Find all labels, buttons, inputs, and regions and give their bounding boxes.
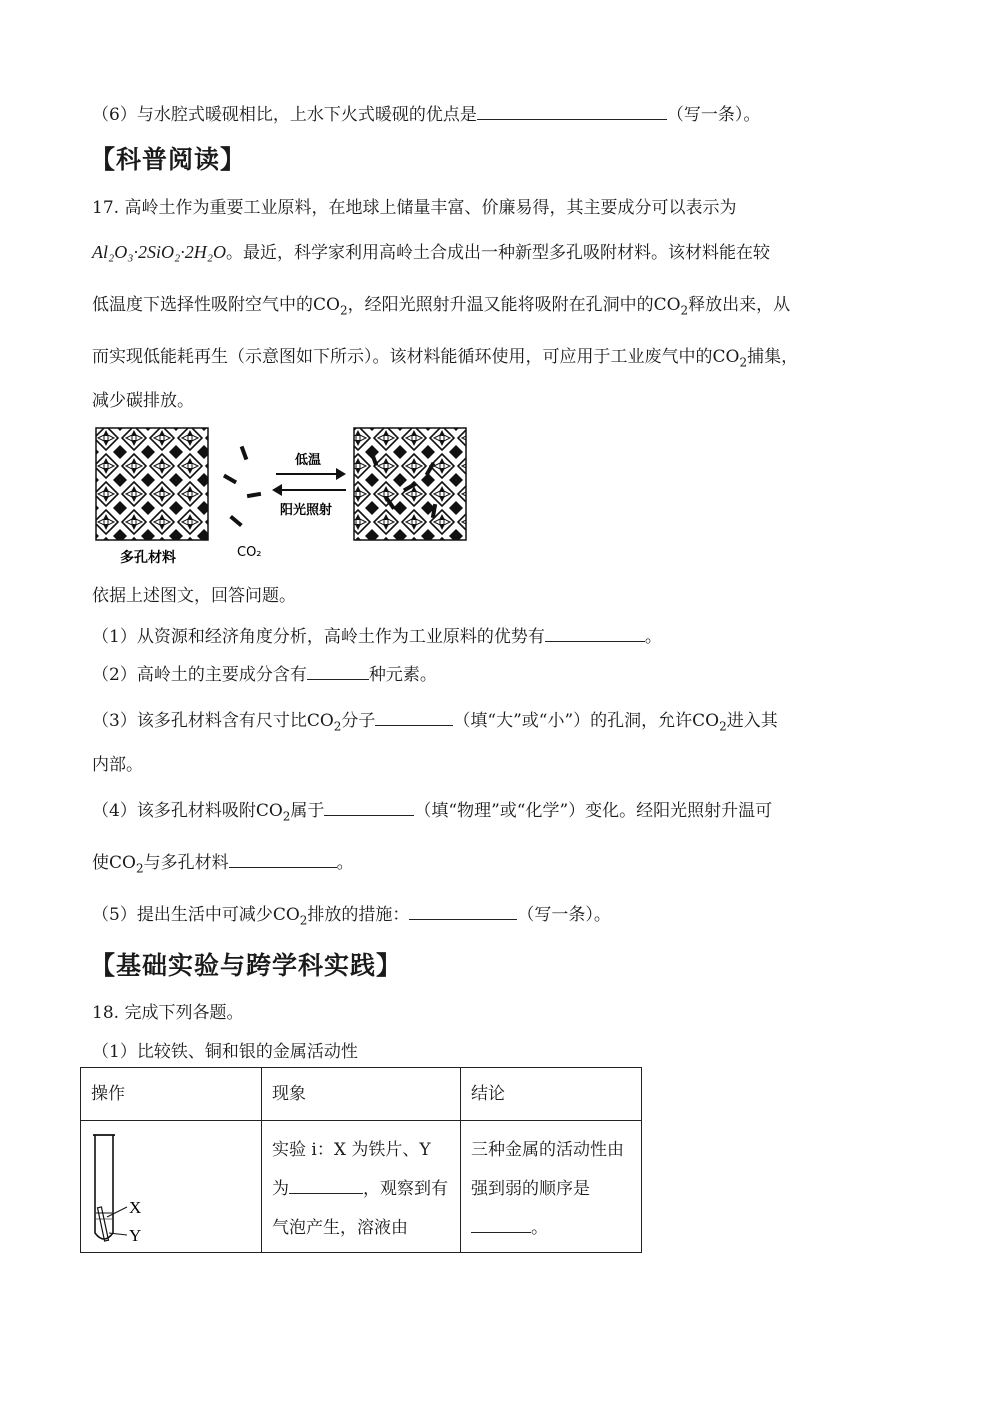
text-part: （写一条）。 <box>517 905 611 925</box>
q17-sub2-prefix: （2）高岭土的主要成分含有 <box>92 665 307 685</box>
q17-sub1-prefix: （1）从资源和经济角度分析，高岭土作为工业原料的优势有 <box>92 627 545 647</box>
q17-sub2 <box>92 660 437 685</box>
tube-label-x: X <box>129 1198 142 1217</box>
text-part: 捕集， <box>747 347 799 367</box>
text-part: 属于 <box>290 801 325 821</box>
text-part: （填“物理”或“化学”）变化。经阳光照射升温可 <box>414 801 773 821</box>
table-header-row <box>81 1068 642 1121</box>
label-porous-material: 多孔材料 <box>120 550 176 566</box>
conclusion-text <box>461 1121 641 1248</box>
q17-intro-line-3 <box>92 290 790 317</box>
text-part: 与多孔材料 <box>143 853 229 873</box>
porous-material-right <box>354 428 466 540</box>
q17-intro-line-4 <box>92 342 798 369</box>
experiment-table <box>80 1067 642 1253</box>
subscript: 2 <box>299 913 308 928</box>
text-part: （4）该多孔材料吸附CO <box>92 801 283 821</box>
text-part: 实验 i：X 为铁片、Y 为 <box>272 1140 431 1199</box>
q17-intro-line-1: 17. 高岭土作为重要工业原料，在地球上储量丰富、价廉易得，其主要成分可以表示为 <box>92 198 737 218</box>
q18-intro: 18. 完成下列各题。 <box>92 1003 244 1023</box>
phenomenon-cell <box>262 1121 461 1253</box>
subscript: 2 <box>719 719 727 734</box>
porous-material-diagram <box>92 424 472 569</box>
q17-prompt: 依据上述图文，回答问题。 <box>92 586 296 606</box>
q17-sub4-line2 <box>92 848 354 875</box>
answer-blank[interactable] <box>229 849 337 868</box>
section-heading-experiments: 【基础实验与跨学科实践】 <box>90 951 403 980</box>
tube-label-y: Y <box>129 1226 142 1245</box>
q16-6-line <box>92 100 760 125</box>
table-row <box>81 1121 642 1253</box>
phenomenon-text <box>262 1121 460 1248</box>
text-part: 而实现低能耗再生（示意图如下所示）。该材料能循环使用，可应用于工业废气中的CO <box>92 347 740 367</box>
text-part: 进入其 <box>726 711 778 731</box>
text-part: 。 <box>531 1218 548 1238</box>
answer-blank[interactable] <box>307 661 369 680</box>
q17-sub3-line1 <box>92 706 778 733</box>
text-part: 。 <box>336 853 354 873</box>
subscript: 2 <box>739 355 748 370</box>
operation-cell <box>81 1121 262 1253</box>
text-part: ，经阳光照射升温又能将吸附在孔洞中的CO <box>347 295 681 315</box>
test-tube-icon <box>81 1121 241 1247</box>
q17-sub3-line2: 内部。 <box>92 755 143 775</box>
subscript: 2 <box>282 809 291 824</box>
porous-material-left <box>96 428 208 540</box>
kaolin-formula: Al₂O₃·2SiO₂·2H₂O <box>92 242 227 262</box>
arrow-label-low-temp: 低温 <box>295 453 322 468</box>
q17-sub2-suffix: 种元素。 <box>368 665 437 685</box>
q17-intro-line-2-text: 。最近，科学家利用高岭土合成出一种新型多孔吸附材料。该材料能在较 <box>226 243 771 263</box>
process-arrows <box>272 468 346 496</box>
text-part: 使CO <box>92 853 136 873</box>
text-part: （5）提出生活中可减少CO <box>92 905 300 925</box>
text-part: 三种金属的活动性由强到弱的顺序是 <box>471 1140 624 1199</box>
label-co2: CO₂ <box>237 545 262 560</box>
q17-sub1-suffix: 。 <box>644 627 662 647</box>
answer-blank[interactable] <box>545 623 645 642</box>
subscript: 2 <box>333 719 342 734</box>
q18-sub1: （1）比较铁、铜和银的金属活动性 <box>92 1042 358 1062</box>
text-part: ，观察到有气泡产生，溶液由 <box>272 1179 448 1238</box>
text-part: 释放出来，从 <box>688 295 791 315</box>
answer-blank[interactable] <box>409 901 517 920</box>
subscript: 2 <box>339 303 348 318</box>
answer-blank[interactable] <box>289 1175 363 1194</box>
header-conclusion: 结论 <box>461 1068 642 1121</box>
q17-sub4-line1 <box>92 796 772 823</box>
q16-6-prefix: （6）与水腔式暖砚相比，上水下火式暖砚的优点是 <box>92 105 477 125</box>
q16-6-suffix: （写一条）。 <box>666 105 761 125</box>
q17-intro-line-5: 减少碳排放。 <box>92 391 194 411</box>
text-part: 排放的措施： <box>307 905 410 925</box>
text-part: （填“大”或“小”）的孔洞，允许CO <box>453 711 720 731</box>
conclusion-cell <box>461 1121 642 1253</box>
q17-sub5 <box>92 900 611 927</box>
answer-blank[interactable] <box>477 101 667 120</box>
answer-blank[interactable] <box>471 1214 531 1233</box>
subscript: 2 <box>680 303 689 318</box>
subscript: 2 <box>135 861 144 876</box>
text-part: （3）该多孔材料含有尺寸比CO <box>92 711 334 731</box>
answer-blank[interactable] <box>375 707 453 726</box>
text-part: 分子 <box>341 711 376 731</box>
header-operation: 操作 <box>81 1068 262 1121</box>
section-heading-science-reading: 【科普阅读】 <box>90 145 247 174</box>
header-phenomenon: 现象 <box>262 1068 461 1121</box>
answer-blank[interactable] <box>324 797 414 816</box>
text-part: 低温度下选择性吸附空气中的CO <box>92 295 340 315</box>
diagram-svg <box>92 424 472 569</box>
arrow-label-sunlight: 阳光照射 <box>280 503 333 518</box>
q17-intro-line-2 <box>92 238 770 263</box>
free-co2-molecules <box>223 446 261 527</box>
q17-sub1 <box>92 622 662 647</box>
